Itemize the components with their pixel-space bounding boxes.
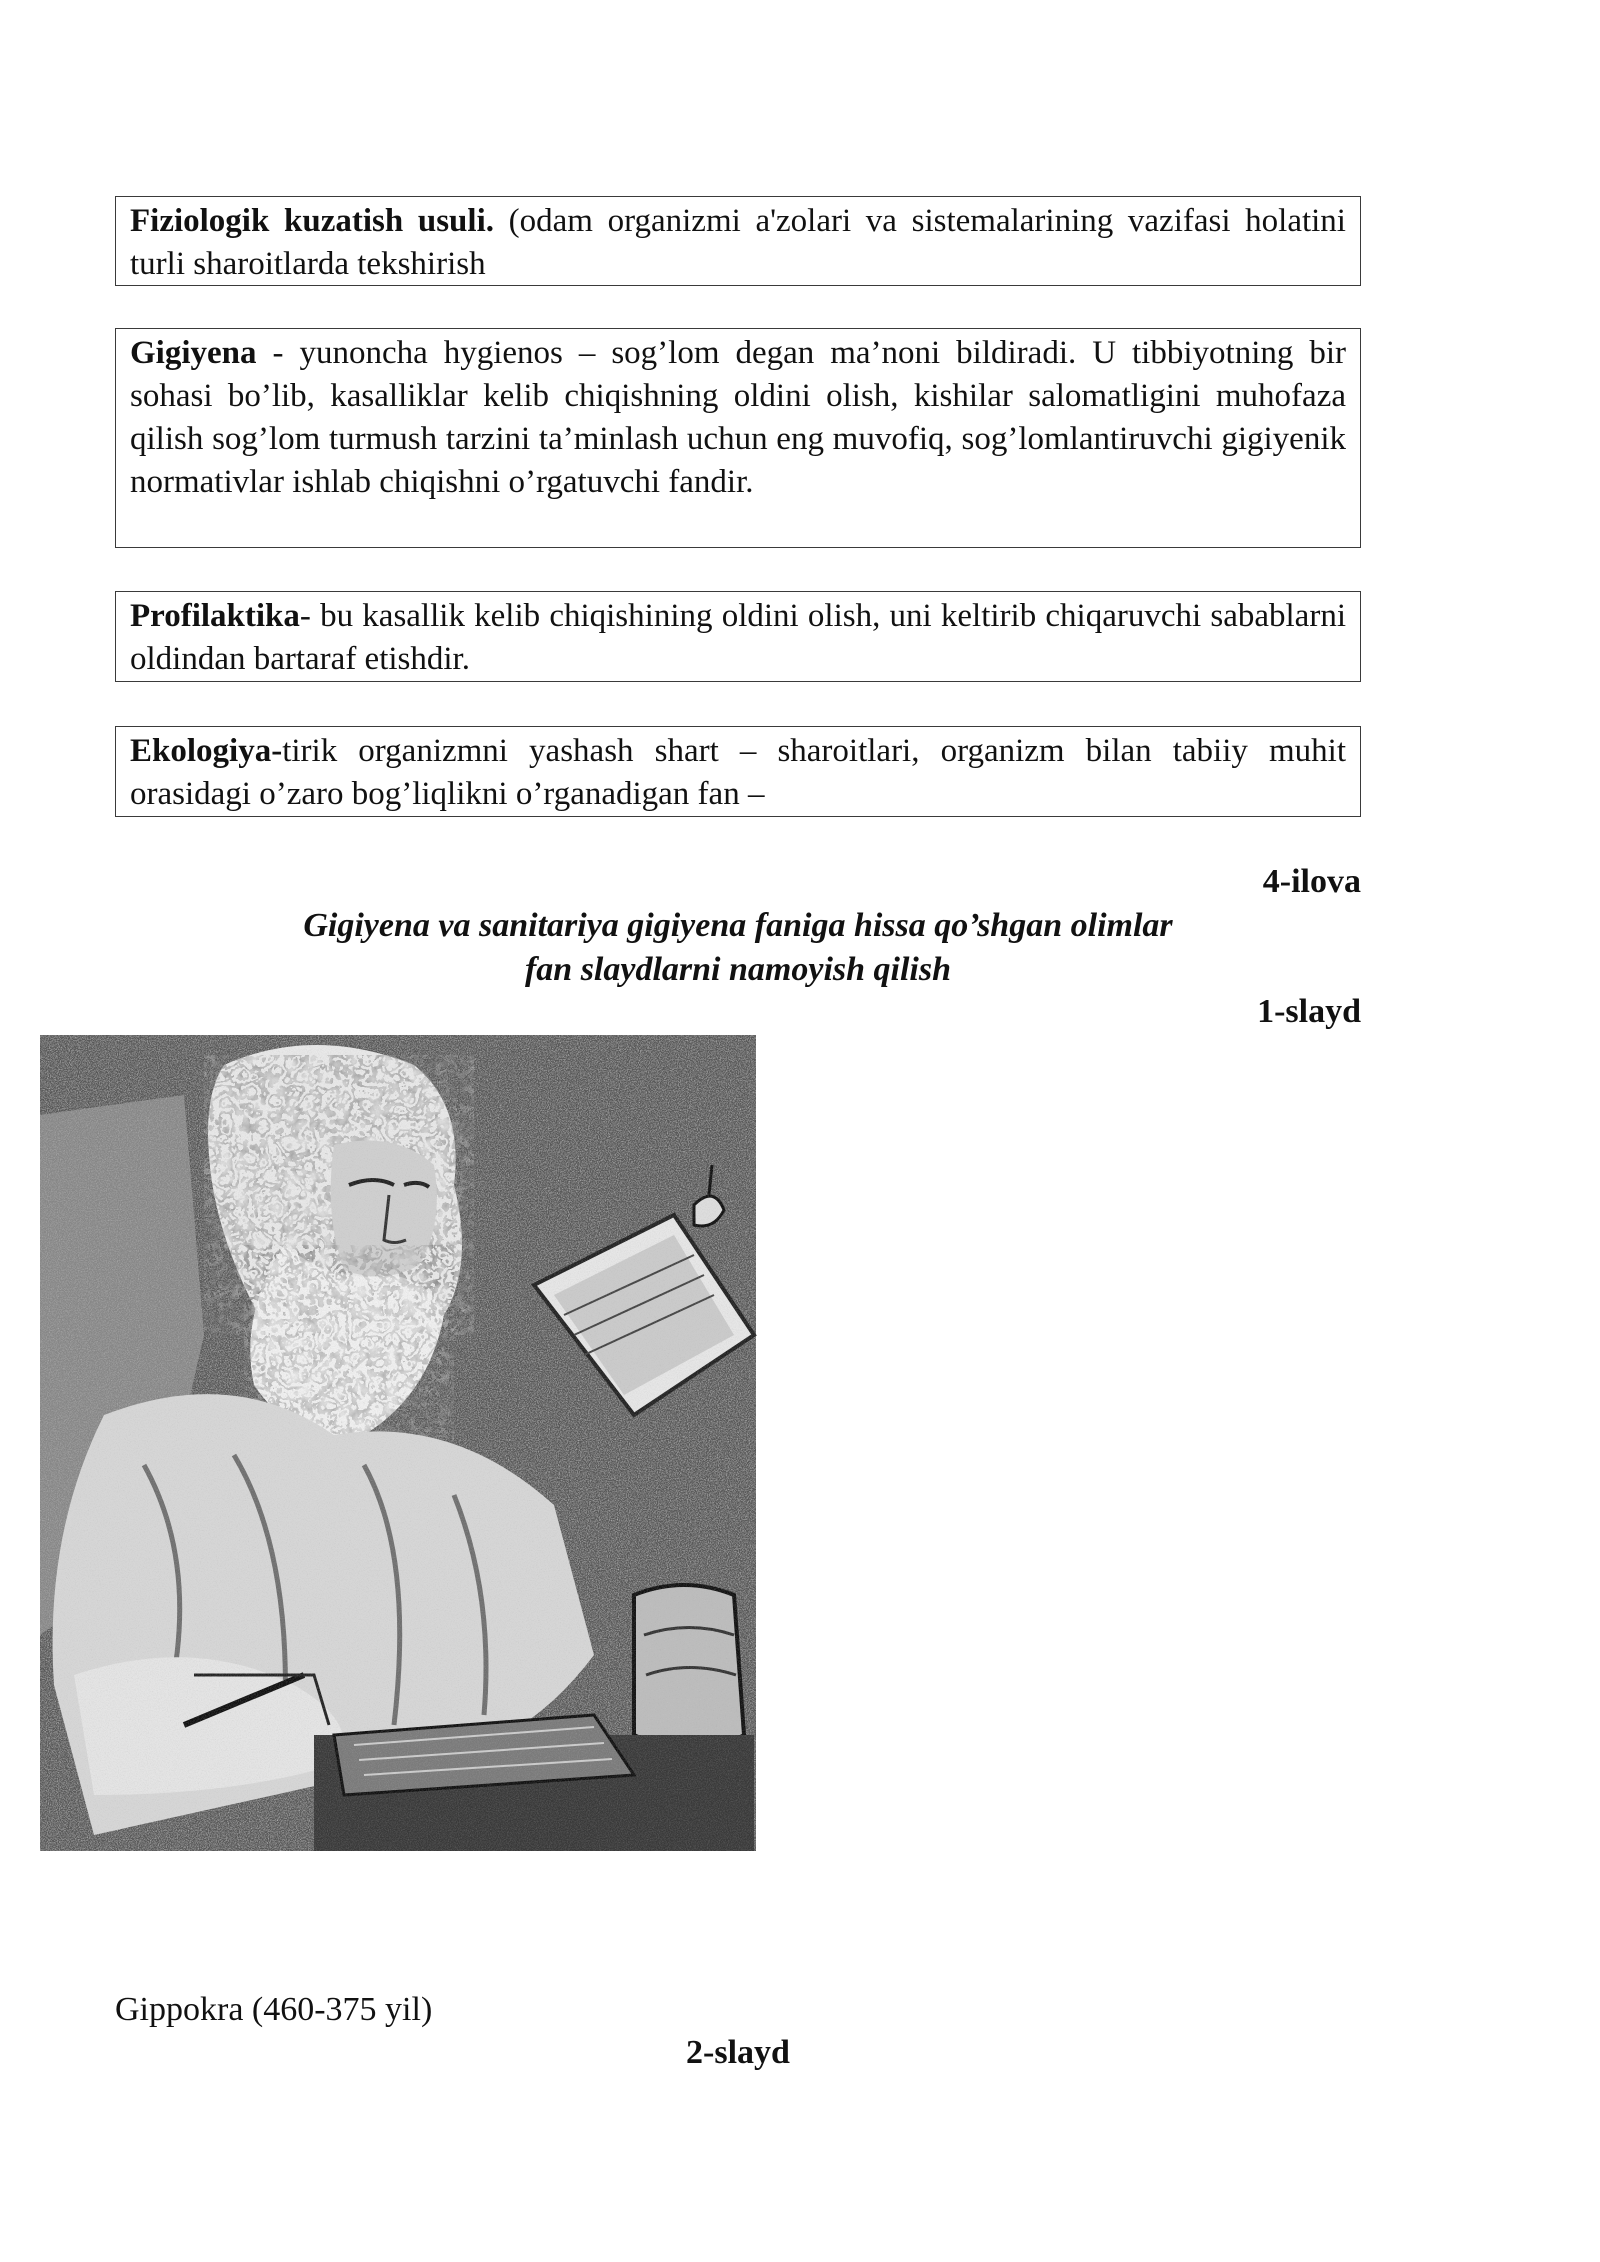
definition-text: - yunoncha hygienos – sog’lom degan ma’noni bildiradi. U tibbiyotning bir sohasi bo’lib, kasalliklar kelib chiqishning oldini olish, kishilar salomatligini muhofaza qilish sog’lom turmush tarzini ta’minlash uchun eng muvofiq, sog’lomlantiruvchi gigiyenik normativlar ishlab chiqishni o’rgatuvchi fandir. bbox=[130, 335, 1346, 500]
appendix-label: 4-ilova bbox=[1262, 863, 1361, 900]
definition-box-prophylaxis bbox=[115, 591, 1361, 682]
term-ecology: Ekologiya- bbox=[130, 733, 283, 769]
slide-2-label: 2-slayd bbox=[686, 2034, 790, 2071]
slide-1-label: 1-slayd bbox=[1257, 993, 1361, 1030]
definition-box-hygiene bbox=[115, 328, 1361, 548]
definition-box-physiological-method bbox=[115, 196, 1361, 286]
definition-text: tirik organizmni yashash shart – sharoitlari, organizm bilan tabiiy muhit orasidagi o’zaro bog’liqlikni o’rganadigan fan – bbox=[130, 733, 1346, 812]
section-heading-line1: Gigiyena va sanitariya gigiyena faniga hissa qo’shgan olimlar bbox=[303, 907, 1173, 944]
definition-text: - bu kasallik kelib chiqishining oldini olish, uni keltirib chiqaruvchi sabablarni oldindan bartaraf etishdir. bbox=[130, 598, 1346, 677]
term-hygiene: Gigiyena bbox=[130, 335, 257, 371]
term-physiological-method: Fiziologik kuzatish usuli. bbox=[130, 203, 494, 239]
section-heading-line2: fan slaydlarni namoyish qilish bbox=[524, 951, 952, 988]
definition-box-ecology bbox=[115, 726, 1361, 817]
portrait-caption: Gippokra (460-375 yil) bbox=[115, 1991, 433, 2028]
definition-text: (odam organizmi a'zolari va sistemalarining vazifasi holatini turli sharoitlarda tekshirish bbox=[130, 203, 1346, 282]
hippocrates-portrait-image bbox=[34, 1035, 764, 1851]
term-prophylaxis: Profilaktika bbox=[130, 598, 300, 634]
